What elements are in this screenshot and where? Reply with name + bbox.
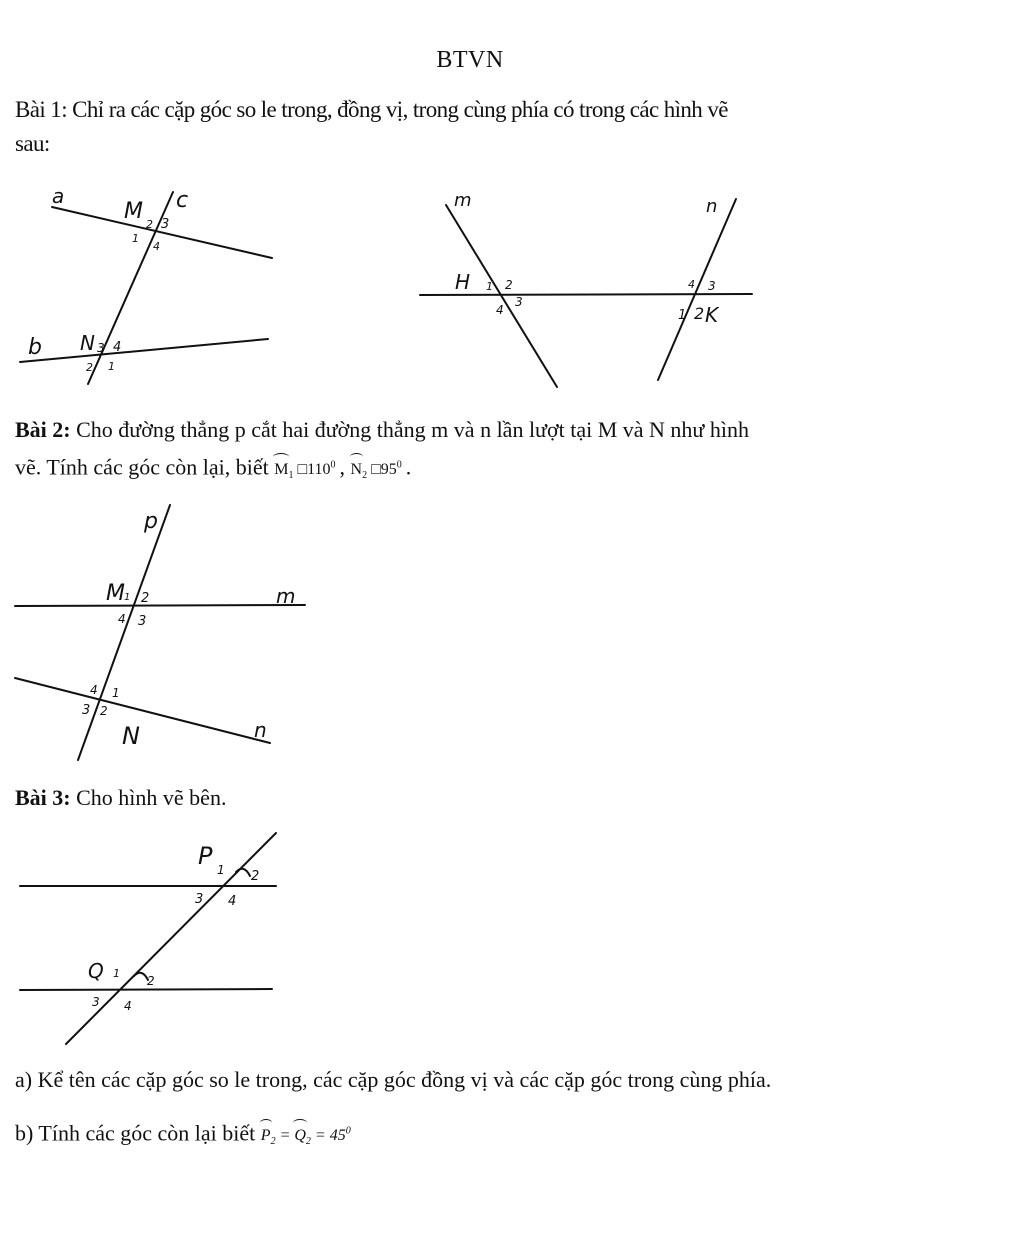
fig1-n-angle-3: 3 [97,341,105,355]
fig1-n-angle-4: 4 [113,340,122,355]
line-bottom [20,989,272,990]
exercise-3-text: Cho hình vẽ bên. [76,785,227,810]
fig3-n-angle-4: 4 [90,683,98,697]
fig3-m-angle-2: 2 [141,591,150,606]
label-p: p [144,509,158,534]
fig4-q-angle-3: 3 [92,995,100,1009]
part-b-degree: 0 [345,1126,351,1137]
line-m [15,605,305,606]
fig2-h-angle-2: 2 [505,278,513,292]
fig3-m-angle-3: 3 [138,614,147,629]
fig2-h-angle-4: 4 [496,303,504,317]
exercise-2-prefix: vẽ. Tính các góc còn lại, biết [15,454,269,480]
part-b-formula: $P_2 = Q_2 = 45^0$ [261,1127,351,1144]
exercise-1-line-2: sau: [15,131,50,156]
angle-q2-subscript: 2 [305,1136,311,1148]
label-M: M [124,199,143,224]
line-n [658,199,736,380]
angle-m1-degree: 0 [330,460,336,471]
label-M: M [106,581,125,606]
line-m [446,205,557,387]
fig3-n-angle-1: 1 [112,686,120,700]
angle-n2-symbol: N [351,456,363,484]
fig1-n-angle-1: 1 [108,360,115,373]
label-N: N [122,722,140,750]
fig3-m-angle-1: 1 [124,592,131,603]
line-b [20,339,268,362]
figure-1 [20,184,272,384]
angle-n2-subscript: 2 [362,470,368,482]
line-horizontal [420,294,752,295]
fig2-h-angle-1: 1 [486,280,493,293]
angle-n2-value: 95 [380,461,397,479]
fig1-m-angle-3: 3 [161,217,170,232]
figure-4 [20,833,276,1044]
line-n [15,678,270,743]
label-b: b [28,335,42,360]
fig2-k-angle-3: 3 [708,279,716,293]
fig4-p-angle-4: 4 [228,894,237,909]
label-n: n [254,718,267,742]
line-transversal [66,833,276,1044]
angle-n2-eq: □ [371,461,381,479]
label-a: a [52,184,65,208]
label-N: N [80,331,95,355]
exercise-1-label: Bài 1: [15,97,67,122]
fig3-n-angle-2: 2 [100,704,108,718]
angle-q2-symbol: Q [294,1122,306,1150]
figure-3 [15,505,305,760]
angle-m1-value: 110 [307,461,331,479]
fig2-k-angle-2: 2 [694,304,705,323]
fig4-q-angle-4: 4 [124,999,132,1013]
angle-q2-arc [134,973,148,980]
angle-n2-degree: 0 [396,460,402,471]
fig2-k-angle-4: 4 [688,278,695,291]
fig1-m-angle-4: 4 [153,240,160,253]
page-title: BTVN [436,47,504,73]
fig4-q-angle-2: 2 [147,974,155,988]
label-H: H [455,270,471,294]
fig2-k-angle-1: 1 [678,308,687,323]
fig4-p-angle-1: 1 [217,863,225,877]
fig4-p-angle-2: 2 [251,869,260,884]
exercise-3-part-a: a) Kể tên các cặp góc so le trong, các cặp góc đồng vị và các cặp góc trong cùng phía. [15,1067,772,1092]
label-P: P [198,842,213,870]
fig3-m-angle-4: 4 [118,612,126,626]
angle-m1-subscript: 1 [288,470,294,482]
part-b-value: 45 [329,1127,346,1145]
formula-separator: , [339,454,346,480]
label-m: m [454,190,472,211]
exercise-2-label: Bài 2: [15,417,71,442]
label-K: K [705,303,719,327]
exercise-2-text: Cho đường thẳng p cắt hai đường thẳng m và n lần lượt tại M và N như hình [76,417,749,442]
angle-m1-eq: □ [297,461,308,479]
label-m: m [276,584,296,608]
angle-p2-subscript: 2 [270,1136,276,1148]
exercise-1-text: Chỉ ra các cặp góc so le trong, đồng vị, trong cùng phía có trong các hình vẽ [72,97,728,122]
fig3-n-angle-3: 3 [82,703,91,718]
angle-m1-symbol: M [274,456,288,484]
fig4-q-angle-1: 1 [113,967,120,980]
label-n: n [706,196,718,217]
fig1-m-angle-1: 1 [132,232,139,245]
fig2-h-angle-3: 3 [515,295,523,309]
angle-p2-symbol: P [261,1122,271,1150]
fig4-p-angle-3: 3 [195,892,204,907]
exercise-3-label: Bài 3: [15,785,71,810]
figure-2 [420,190,752,387]
label-c: c [176,188,189,213]
fig1-n-angle-2: 2 [86,361,93,374]
formula-end: . [405,454,412,480]
label-Q: Q [88,959,104,983]
fig1-m-angle-2: 2 [146,218,153,231]
part-b-prefix: b) Tính các góc còn lại biết [15,1120,256,1146]
